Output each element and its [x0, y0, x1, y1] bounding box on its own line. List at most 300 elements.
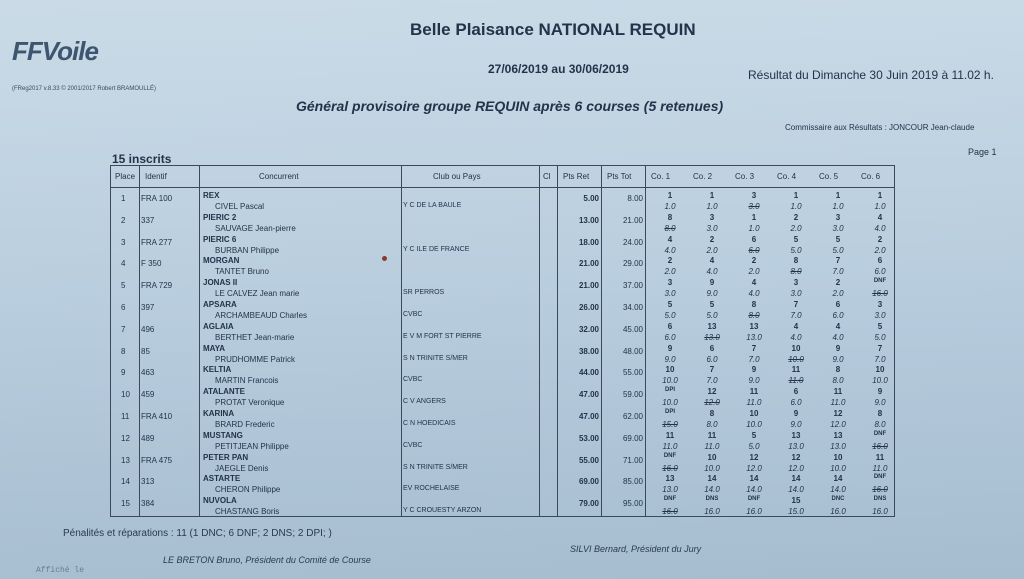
table-row — [111, 190, 894, 213]
pts-tot-cell: 59.00 — [622, 390, 643, 400]
race-rank: 6 — [877, 256, 883, 266]
race-points: 14.0 — [746, 485, 762, 495]
race-points: 4.0 — [874, 223, 886, 233]
boat-name: PETER PAN — [203, 452, 249, 462]
race-points: 7.0 — [874, 354, 886, 364]
race-points: 10.0 — [746, 420, 762, 429]
race-rank: 2 — [793, 212, 799, 222]
race-points-discarded: 11.0 — [788, 376, 804, 386]
race-rank: 6 — [709, 343, 715, 353]
rank-cell: 3 — [121, 237, 126, 247]
race-points: 16.0 — [746, 507, 762, 517]
race-points: 14.0 — [704, 485, 720, 495]
race-rank: 9 — [793, 409, 799, 418]
column-divider — [139, 166, 140, 516]
race-points: 1.0 — [664, 202, 676, 211]
race-points: 9.0 — [664, 354, 676, 364]
club-cell: EV ROCHELAISE — [403, 485, 460, 493]
pts-ret-cell: 69.00 — [578, 477, 599, 487]
race-rank: 9 — [751, 365, 757, 375]
rank-cell: 7 — [121, 324, 126, 334]
race-rank: DNF — [747, 496, 761, 503]
race-points: 3.0 — [874, 311, 886, 320]
race-rank: 1 — [667, 191, 673, 200]
race-rank: DNF — [873, 430, 887, 437]
boat-name: ATALANTE — [203, 387, 245, 397]
race-rank: 13 — [833, 430, 843, 440]
club-cell: Y C ILE DE FRANCE — [403, 245, 470, 253]
ident-cell: 463 — [141, 368, 155, 378]
rank-cell: 2 — [121, 215, 126, 225]
race-points-discarded: 8.0 — [664, 223, 676, 233]
race-rank: 6 — [835, 300, 841, 309]
page-number: Page 1 — [968, 147, 997, 157]
race-rank: 4 — [835, 321, 841, 331]
race-rank: 15 — [791, 496, 801, 506]
rank-cell: 5 — [121, 281, 126, 291]
column-divider — [601, 166, 602, 516]
race-points: 7.0 — [706, 376, 718, 386]
race-rank: DNS — [705, 496, 719, 503]
column-divider — [539, 166, 540, 516]
race-points: 6.0 — [706, 354, 718, 364]
boat-name: NUVOLA — [203, 496, 237, 506]
race-points: 2.0 — [706, 245, 718, 255]
pts-tot-cell: 62.00 — [622, 412, 643, 421]
boat-name: JONAS II — [203, 278, 238, 288]
table-row — [111, 234, 894, 257]
race-rank: DNF — [663, 496, 677, 503]
club-cell: Y C CROUESTY ARZON — [403, 507, 482, 515]
header-race-4: Co. 4 — [777, 172, 797, 181]
race-rank: 8 — [835, 365, 841, 375]
race-points: 14.0 — [830, 485, 846, 495]
race-points-discarded: 16.0 — [872, 441, 888, 451]
club-cell: SR PERROS — [403, 289, 445, 297]
race-points: 11.0 — [746, 398, 762, 408]
race-points: 4.0 — [664, 245, 676, 255]
race-rank: 5 — [751, 430, 757, 440]
race-points-discarded: 13.0 — [704, 332, 720, 342]
race-points: 13.0 — [788, 441, 804, 451]
race-points: 8.0 — [832, 376, 844, 386]
race-rank: 12 — [707, 387, 717, 397]
boat-name: ASTARTE — [203, 474, 241, 484]
race-rank: 6 — [793, 387, 799, 397]
race-rank: 12 — [749, 452, 759, 462]
boat-name: PIERIC 6 — [203, 234, 237, 244]
race-points: 1.0 — [790, 202, 802, 211]
race-rank: 3 — [751, 191, 757, 200]
event-title: Belle Plaisance NATIONAL REQUIN — [410, 20, 696, 39]
ident-cell: FRA 729 — [141, 281, 173, 291]
race-rank: 10 — [875, 365, 885, 375]
table-row — [111, 255, 894, 278]
race-rank: 1 — [793, 191, 799, 200]
race-points: 9.0 — [874, 398, 886, 408]
pts-tot-cell: 8.00 — [627, 194, 643, 203]
skipper-name: BERTHET Jean-marie — [215, 332, 295, 342]
race-points: 1.0 — [748, 223, 760, 233]
pts-tot-cell: 45.00 — [622, 324, 643, 334]
race-points: 16.0 — [830, 507, 846, 517]
race-rank: 1 — [751, 212, 757, 222]
pts-tot-cell: 37.00 — [622, 281, 643, 291]
race-rank: 11 — [833, 387, 843, 397]
pin-mark — [382, 256, 387, 261]
race-rank: 12 — [833, 409, 843, 418]
race-rank: 10 — [833, 452, 843, 462]
rank-cell: 15 — [121, 499, 130, 509]
race-points: 13.0 — [746, 332, 762, 342]
pts-ret-cell: 26.00 — [578, 303, 599, 312]
race-rank: 3 — [709, 212, 715, 222]
race-rank: 11 — [707, 430, 717, 440]
race-points: 5.0 — [874, 332, 886, 342]
race-rank: 14 — [791, 474, 801, 484]
rank-cell: 14 — [121, 477, 130, 487]
club-cell: CVBC — [403, 376, 423, 384]
table-row — [111, 343, 894, 366]
race-points: 13.0 — [662, 485, 678, 495]
ident-cell: 384 — [141, 499, 155, 509]
ident-cell: 337 — [141, 215, 155, 225]
race-points: 7.0 — [790, 311, 802, 320]
race-rank: 11 — [875, 452, 885, 462]
table-row — [111, 408, 894, 431]
race-points: 9.0 — [706, 289, 718, 299]
table-row — [111, 212, 894, 235]
race-rank: 7 — [793, 300, 799, 309]
race-points: 10.0 — [662, 376, 678, 386]
race-points: 6.0 — [832, 311, 844, 320]
header-pts-ret: Pts Ret — [563, 172, 590, 181]
pts-ret-cell: 38.00 — [578, 346, 599, 356]
race-rank: 13 — [707, 321, 717, 331]
race-rank: 2 — [709, 234, 715, 244]
entries-count: 15 inscrits — [112, 152, 172, 166]
skipper-name: PROTAT Veronique — [215, 398, 285, 408]
race-points: 3.0 — [664, 289, 676, 299]
race-rank: 9 — [667, 343, 673, 353]
header-ident: Identif — [145, 172, 167, 181]
event-dates: 27/06/2019 au 30/06/2019 — [488, 62, 629, 76]
race-points: 5.0 — [790, 245, 802, 255]
race-rank: 12 — [791, 452, 801, 462]
race-rank: 14 — [707, 474, 717, 484]
race-points: 10.0 — [830, 463, 846, 473]
rank-cell: 13 — [121, 455, 130, 465]
rank-cell: 9 — [121, 368, 126, 378]
penalties-summary: Pénalités et réparations : 11 (1 DNC; 6 DNF; 2 DNS; 2 DPI; ) — [63, 528, 332, 539]
skipper-name: ARCHAMBEAUD Charles — [215, 311, 308, 320]
race-points: 16.0 — [872, 507, 888, 517]
race-points: 7.0 — [748, 354, 760, 364]
header-race-6: Co. 6 — [861, 172, 881, 181]
race-rank: 3 — [667, 278, 673, 288]
ffvoile-logo: FFVoile — [12, 36, 98, 66]
race-rank: 4 — [667, 234, 673, 244]
ident-cell: FRA 410 — [141, 412, 173, 421]
race-points: 14.0 — [788, 485, 804, 495]
race-rank: DNS — [873, 496, 887, 503]
ident-cell: FRA 100 — [141, 194, 173, 203]
ident-cell: 496 — [141, 324, 155, 334]
race-points: 11.0 — [830, 398, 846, 408]
header-race-5: Co. 5 — [819, 172, 839, 181]
race-rank: 11 — [665, 430, 675, 440]
race-points-discarded: 16.0 — [662, 507, 678, 517]
header-race-2: Co. 2 — [693, 172, 713, 181]
race-rank: 3 — [835, 212, 841, 222]
race-points: 12.0 — [788, 463, 804, 473]
race-points: 11.0 — [872, 463, 888, 473]
pts-tot-cell: 34.00 — [622, 303, 643, 312]
race-rank: 7 — [877, 343, 883, 353]
boat-name: MORGAN — [203, 256, 240, 266]
race-points: 11.0 — [704, 441, 720, 451]
club-cell: CVBC — [403, 311, 423, 318]
pts-ret-cell: 32.00 — [578, 324, 599, 334]
race-rank: 2 — [877, 234, 883, 244]
header-cl: Cl — [543, 172, 551, 181]
race-points-discarded: 3.0 — [748, 202, 760, 211]
race-points: 2.0 — [790, 223, 802, 233]
race-rank: 5 — [835, 234, 841, 244]
pts-tot-cell: 55.00 — [622, 368, 643, 378]
race-points: 11.0 — [662, 441, 678, 451]
race-rank: 2 — [667, 256, 673, 266]
pts-tot-cell: 24.00 — [622, 237, 643, 247]
rank-cell: 11 — [121, 412, 130, 421]
race-points: 6.0 — [874, 267, 886, 277]
race-points-discarded: 8.0 — [790, 267, 802, 277]
race-points: 10.0 — [872, 376, 888, 386]
race-rank: 13 — [749, 321, 759, 331]
pts-ret-cell: 47.00 — [578, 412, 599, 421]
skipper-name: SAUVAGE Jean-pierre — [215, 223, 296, 233]
race-points: 2.0 — [832, 289, 844, 299]
race-points-discarded: 16.0 — [662, 463, 678, 473]
result-timestamp: Résultat du Dimanche 30 Juin 2019 à 11.02 h. — [748, 68, 994, 82]
skipper-name: PETITJEAN Philippe — [215, 441, 289, 451]
race-points: 9.0 — [748, 376, 760, 386]
pts-ret-cell: 55.00 — [578, 455, 599, 465]
race-points: 6.0 — [790, 398, 802, 408]
pts-tot-cell: 95.00 — [622, 499, 643, 509]
boat-name: MUSTANG — [203, 430, 243, 440]
club-cell: S N TRINITE S/MER — [403, 463, 468, 471]
race-rank: 10 — [665, 365, 675, 375]
race-points: 9.0 — [790, 420, 802, 429]
race-points: 5.0 — [832, 245, 844, 255]
race-points: 7.0 — [832, 267, 844, 277]
race-rank: DPI — [664, 387, 675, 394]
race-rank: 6 — [751, 234, 757, 244]
race-rank: DNF — [663, 452, 677, 459]
race-rank: 8 — [667, 212, 673, 222]
column-divider — [199, 166, 200, 516]
race-points-discarded: 10.0 — [788, 354, 804, 364]
race-rank: 9 — [709, 278, 715, 288]
header-race-1: Co. 1 — [651, 172, 671, 181]
pts-ret-cell: 79.00 — [578, 499, 599, 509]
header-divider — [111, 187, 894, 188]
table-row — [111, 364, 894, 387]
skipper-name: BURBAN Philippe — [215, 245, 280, 255]
table-row — [111, 473, 894, 496]
race-points: 12.0 — [746, 463, 762, 473]
ident-cell: FRA 475 — [141, 455, 173, 465]
race-rank: 13 — [791, 430, 801, 440]
race-rank: 9 — [835, 343, 841, 353]
race-rank: 1 — [835, 191, 841, 200]
race-points: 9.0 — [832, 354, 844, 364]
boat-name: REX — [203, 191, 220, 200]
pts-ret-cell: 18.00 — [578, 237, 599, 247]
race-points: 8.0 — [706, 420, 718, 429]
club-cell: C N HOEDICAIS — [403, 420, 456, 427]
club-cell: Y C DE LA BAULE — [403, 202, 462, 209]
race-points: 12.0 — [830, 420, 846, 429]
boat-name: AGLAIA — [203, 321, 234, 331]
race-rank: 4 — [793, 321, 799, 331]
race-rank: 1 — [709, 191, 715, 200]
race-rank: 10 — [749, 409, 759, 418]
pts-tot-cell: 69.00 — [622, 433, 643, 443]
table-row — [111, 321, 894, 344]
skipper-name: LE CALVEZ Jean marie — [215, 289, 300, 299]
race-rank: 7 — [709, 365, 715, 375]
pts-ret-cell: 53.00 — [578, 433, 599, 443]
club-cell: C V ANGERS — [403, 398, 446, 406]
race-points-discarded: 15.0 — [662, 420, 678, 429]
results-commissioner: Commissaire aux Résultats : JONCOUR Jean-claude — [785, 123, 975, 132]
posted-on-label: Affiché le — [36, 566, 85, 575]
table-row — [111, 277, 894, 300]
club-cell: E V M FORT ST PIERRE — [403, 332, 482, 340]
software-credit: (FReg2017 v.8.33 © 2001/2017 Robert BRAMOULLÉ) — [12, 86, 157, 92]
race-rank: 7 — [751, 343, 757, 353]
race-rank: 4 — [709, 256, 715, 266]
club-cell: CVBC — [403, 441, 423, 449]
table-row — [111, 386, 894, 409]
race-points-discarded: 16.0 — [872, 485, 888, 495]
pts-ret-cell: 47.00 — [578, 390, 599, 400]
race-rank: DNF — [873, 474, 887, 481]
pts-ret-cell: 44.00 — [578, 368, 599, 378]
race-points: 8.0 — [874, 420, 886, 429]
rank-cell: 6 — [121, 303, 126, 312]
race-points: 1.0 — [706, 202, 718, 211]
race-rank: 3 — [793, 278, 799, 288]
race-rank: 8 — [877, 409, 883, 418]
ident-cell: 313 — [141, 477, 155, 487]
race-points: 10.0 — [704, 463, 720, 473]
skipper-name: CHERON Philippe — [215, 485, 281, 495]
table-row — [111, 299, 894, 322]
race-rank: 10 — [791, 343, 801, 353]
pts-tot-cell: 29.00 — [622, 259, 643, 269]
race-rank: 8 — [709, 409, 715, 418]
race-points: 5.0 — [748, 441, 760, 451]
pts-ret-cell: 13.00 — [578, 215, 599, 225]
table-row — [111, 452, 894, 475]
race-rank: 5 — [793, 234, 799, 244]
race-rank: 2 — [835, 278, 841, 288]
race-points: 3.0 — [790, 289, 802, 299]
ident-cell: F 350 — [141, 259, 162, 269]
skipper-name: PRUDHOMME Patrick — [215, 354, 296, 364]
race-rank: 3 — [877, 300, 883, 309]
race-points: 5.0 — [706, 311, 718, 320]
race-rank: 11 — [749, 387, 759, 397]
race-points-discarded: 8.0 — [748, 311, 760, 320]
race-rank: DPI — [664, 409, 675, 415]
ident-cell: FRA 277 — [141, 237, 173, 247]
race-points: 1.0 — [874, 202, 886, 211]
race-rank: 4 — [877, 212, 883, 222]
race-points-discarded: 12.0 — [704, 398, 720, 408]
table-row — [111, 430, 894, 453]
boat-name: KELTIA — [203, 365, 232, 375]
rank-cell: 1 — [121, 194, 126, 203]
jury-signature: SILVI Bernard, Président du Jury — [570, 544, 702, 554]
skipper-name: TANTET Bruno — [215, 267, 269, 277]
ident-cell: 397 — [141, 303, 155, 312]
skipper-name: JAEGLE Denis — [215, 463, 269, 473]
boat-name: MAYA — [203, 343, 226, 353]
race-points: 2.0 — [748, 267, 760, 277]
race-points: 15.0 — [788, 507, 804, 517]
race-points: 6.0 — [664, 332, 676, 342]
pts-ret-cell: 5.00 — [583, 194, 599, 203]
race-rank: 8 — [793, 256, 799, 266]
rank-cell: 8 — [121, 346, 126, 356]
race-rank: 5 — [877, 321, 883, 331]
race-points: 16.0 — [704, 507, 720, 517]
race-points: 4.0 — [748, 289, 760, 299]
race-points: 4.0 — [832, 332, 844, 342]
club-cell: S N TRINITE S/MER — [403, 354, 468, 362]
race-rank: DNC — [831, 496, 845, 503]
rank-cell: 10 — [121, 390, 130, 400]
race-points: 3.0 — [832, 223, 844, 233]
pts-tot-cell: 21.00 — [622, 215, 643, 225]
skipper-name: BRARD Frederic — [215, 420, 275, 429]
race-points: 1.0 — [832, 202, 844, 211]
column-divider — [645, 166, 646, 516]
race-rank: 8 — [751, 300, 757, 309]
rank-cell: 12 — [121, 433, 130, 443]
skipper-name: CIVEL Pascal — [215, 202, 265, 211]
pts-ret-cell: 21.00 — [578, 281, 599, 291]
race-points: 2.0 — [874, 245, 886, 255]
race-rank: 9 — [877, 387, 883, 397]
pts-tot-cell: 85.00 — [622, 477, 643, 487]
race-rank: 11 — [791, 365, 801, 375]
race-points-discarded: 16.0 — [872, 289, 888, 299]
race-rank: 1 — [877, 191, 883, 200]
rank-cell: 4 — [121, 259, 126, 269]
race-points: 13.0 — [830, 441, 846, 451]
pts-tot-cell: 48.00 — [622, 346, 643, 356]
race-points: 4.0 — [790, 332, 802, 342]
header-pts-tot: Pts Tot — [607, 172, 632, 181]
header-concurrent: Concurrent — [259, 172, 299, 181]
race-points: 2.0 — [664, 267, 676, 277]
ident-cell: 459 — [141, 390, 155, 400]
